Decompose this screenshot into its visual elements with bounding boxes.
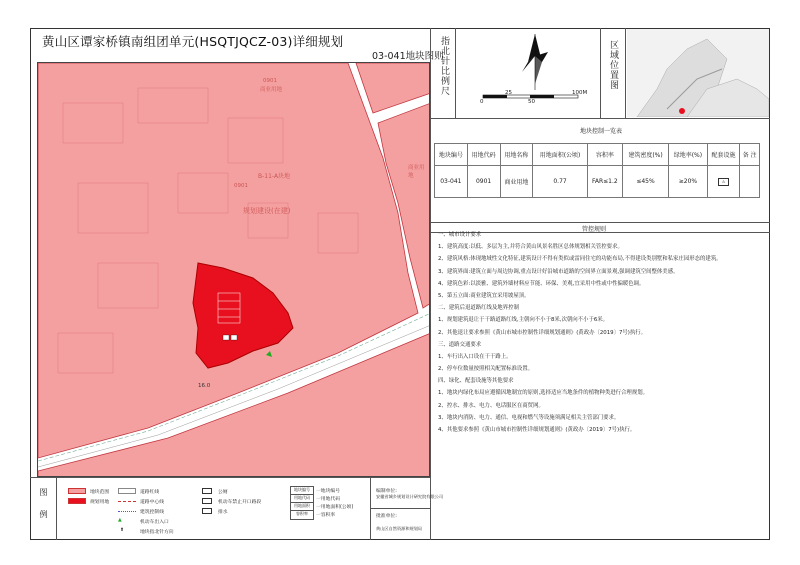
north-parcel-code: 0901 [263, 78, 277, 84]
block-code: 03-041地块图则 [372, 51, 444, 62]
legend-label: 地块指北针方向 [140, 530, 174, 535]
parcel-main-note: 规划建设(在建) [243, 207, 291, 215]
rule-line: 1、建筑高度:以低、多层为主,并符合黄山风景名胜区总体规划相关管控要求。 [438, 244, 623, 251]
legend-note: 一用地代码 [316, 497, 340, 502]
rule-line: 4、建筑色彩:以淡雅、建筑外墙材料应节能、环保、美观,宜采用中性或中性偏暖色调。 [438, 280, 645, 287]
rule-line: 三、道路交通要求 [438, 341, 482, 348]
table-header: 地块编号 [435, 144, 468, 166]
scale-tick-100: 100M [572, 90, 588, 96]
table-header: 备 注 [740, 144, 760, 166]
table-cell: 03-041 [435, 166, 468, 198]
scale-tick-0: 0 [480, 99, 484, 105]
page-title: 黄山区谭家桥镇南组团单元(HSQTJQCZ-03)详细规划 [42, 34, 344, 49]
legend-label: 道路红线 [140, 490, 160, 495]
rule-line: 一、城市设计要求 [438, 232, 482, 238]
legend-label: 排水 [218, 510, 228, 515]
table-cell [740, 166, 760, 198]
divider [600, 28, 601, 118]
legend-box-field: 用地面积 [291, 503, 313, 511]
legend-label: 公厕 [218, 490, 228, 495]
org-label: 编制单位: [376, 489, 397, 494]
legend-note: 一容积率 [316, 513, 336, 518]
divider [430, 118, 770, 119]
table-cell: FAR≤1.2 [587, 166, 622, 198]
rules-title: 管控规则 [582, 226, 607, 233]
legend-label: 规划用地 [90, 500, 110, 505]
legend-swatch [68, 498, 86, 504]
table-header: 用地名称 [500, 144, 533, 166]
divider [430, 28, 431, 540]
legend-box-field: 地块编号 [291, 487, 313, 495]
legend-note: 一地块编号 [316, 489, 340, 494]
divider [455, 28, 456, 118]
scale-tick-50: 50 [528, 99, 535, 105]
map-panel [37, 62, 430, 477]
legend-box-field: 容积率 [296, 511, 308, 516]
north-parcel-label: 商业用地 [260, 87, 283, 93]
table-cell: ≤45% [622, 166, 668, 198]
divider [625, 28, 626, 118]
legend-label: 建筑控制线 [140, 510, 164, 515]
facility-icon: ⚠ [718, 178, 729, 186]
table-cell: 0901 [467, 166, 500, 198]
rule-line: 3、地块内消防、电力、通信、电视和燃气等设施须满足相关主管部门要求。 [438, 414, 620, 421]
legend-label: 机动车出入口 [140, 520, 169, 525]
table-header: 用地代码 [467, 144, 500, 166]
rule-line: 1、规划建筑退让于干路道路红线,主朝向不小于8米,次朝向不小于6米。 [438, 317, 609, 324]
location-label: 区域位置图 [608, 40, 618, 90]
legend-swatch [118, 501, 136, 502]
legend-swatch [118, 511, 136, 512]
legend-label: 道路中心线 [140, 500, 164, 505]
table-cell [707, 166, 740, 198]
parking-icon [202, 498, 212, 504]
parcel-main-code: 0901 [234, 183, 248, 189]
north-mark-icon: ⬆ [120, 528, 125, 533]
rules-list [438, 232, 758, 439]
table-cell: ≥20% [669, 166, 707, 198]
location-minimap [627, 29, 769, 117]
rule-line: 2、控水、排水、电力、电话服区在商贸网。 [438, 402, 544, 409]
table-header: 建筑密度(%) [622, 144, 668, 166]
legend-note: 一用地面积(公顷) [316, 505, 354, 510]
table-cell: 商业用地 [500, 166, 533, 198]
legend-title: 图例 [39, 488, 48, 532]
legend-swatch [118, 488, 136, 494]
table-header: 用地面积(公顷) [533, 144, 588, 166]
legend-swatch [68, 488, 86, 494]
divider [370, 508, 430, 509]
rule-line: 4、其他要求参照《黄山市城市控制性详细规划通则》(黄政办〔2019〕7号)执行。 [438, 427, 636, 433]
rule-line: 四、绿化、配套设施等其他要求 [438, 378, 514, 385]
rule-line: 1、车行出入口设在干干路上。 [438, 353, 512, 360]
divider [430, 222, 770, 223]
rule-line: 5、第五立面:商业建筑宜采用坡屋顶。 [438, 292, 530, 299]
legend-label: 机动车禁止开口路段 [218, 500, 262, 505]
scale-tick-25: 25 [505, 90, 512, 96]
road-width-label: 16.0 [198, 383, 211, 389]
rule-line: 2、停车位数量按照相关配置标准设置。 [438, 366, 534, 373]
rule-line: 2、其他退让要求参照《黄山市城市控制性详细规划通则》(黄政办〔2019〕7号)执行。 [438, 329, 647, 336]
drain-icon [202, 508, 212, 514]
org-name: 安徽省城乡规划设计研究院有限公司 [376, 494, 444, 499]
rule-line: 3、建筑界面:建筑立面与周边协调,重点设计好沿城市道路的空间界立面景观,强调建筑空间整体美感。 [438, 268, 679, 275]
parcel-main-label: B-11-A块地 [258, 173, 291, 180]
table-cell: 0.77 [533, 166, 588, 198]
entrance-icon: ▲ [118, 518, 122, 523]
table-header: 配套设施 [707, 144, 740, 166]
table-header: 绿地率(%) [669, 144, 707, 166]
divider [56, 477, 57, 540]
east-parcel-label: 商业用地 [408, 165, 425, 179]
compass-label: 指北针比例尺 [439, 36, 449, 96]
toilet-icon [202, 488, 212, 494]
north-arrow-icon [480, 32, 590, 112]
control-table [434, 143, 760, 198]
legend-parcel-box [290, 486, 314, 520]
site-map [38, 63, 430, 477]
control-table-title: 地块控制一览表 [580, 128, 623, 135]
table-header: 容积率 [587, 144, 622, 166]
rule-line: 1、地块内绿化布局应遵循因地制宜的原则,选择适应当地条件的植物种类进行合理规划。 [438, 390, 648, 397]
rule-line: 2、建筑风格:体现地域性文化特征,建筑设计不得有类似或雷同住宅的功能布局,不得建设类别墅和私家庄园形态的建筑。 [438, 256, 722, 263]
legend-label: 地块范围 [90, 490, 110, 495]
rule-line: 二、建筑后退道路红线及地界控制 [438, 305, 519, 312]
approve-name: 黄山区自然资源和规划局 [376, 526, 423, 531]
legend-box-field: 用地代码 [291, 495, 313, 503]
approve-label: 批准单位: [376, 514, 397, 519]
